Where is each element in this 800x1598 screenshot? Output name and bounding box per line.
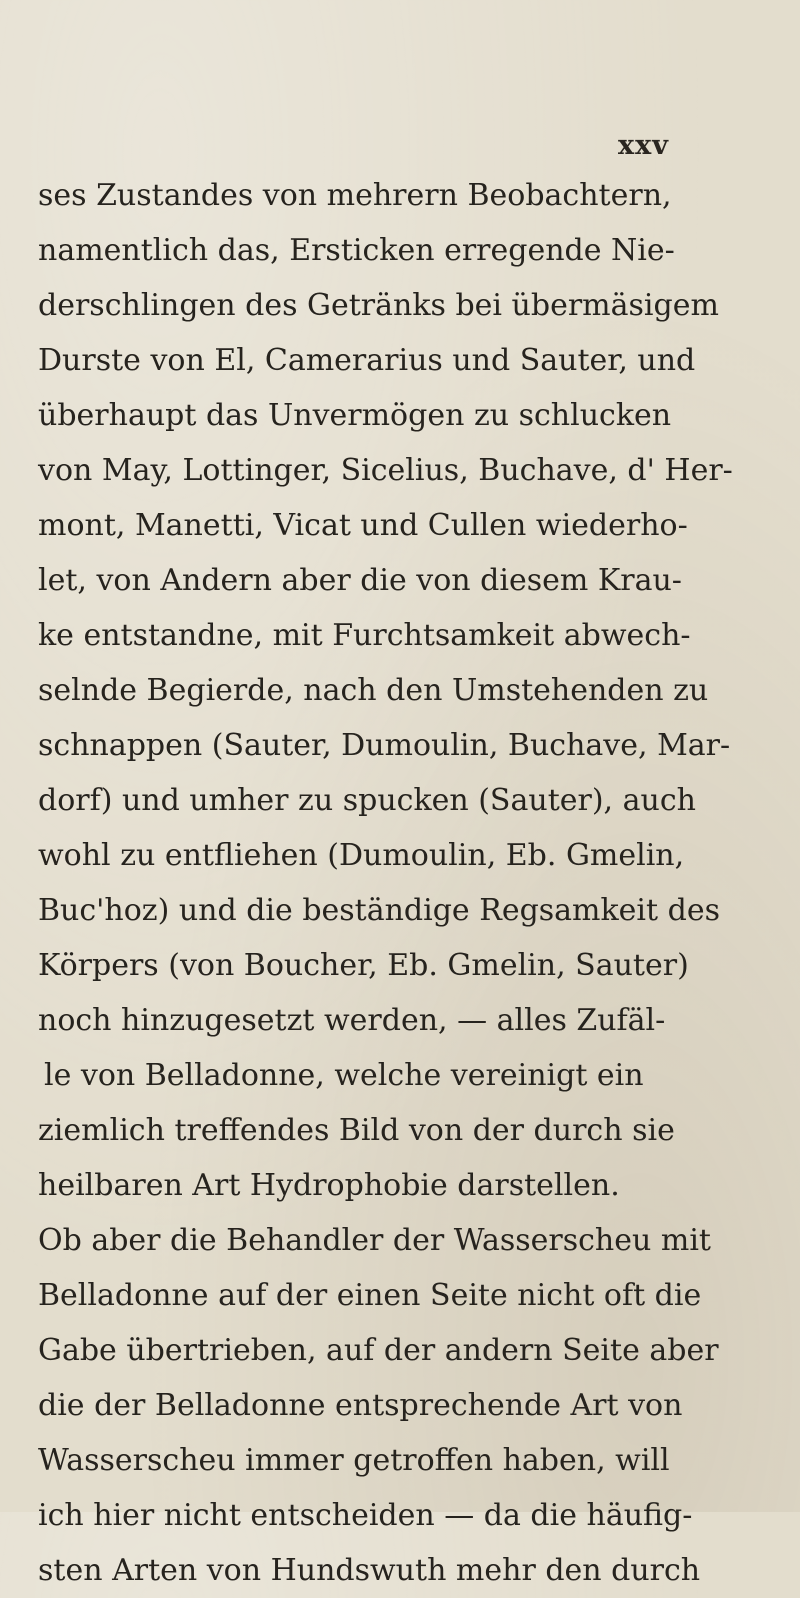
text-line-20: Ob aber die Behandler der Wasserscheu mit (38, 1223, 711, 1258)
text-line-10: selnde Begierde, nach den Umstehenden zu (38, 673, 709, 708)
text-line-22: Gabe übertrieben, auf der andern Seite aber (38, 1333, 719, 1368)
text-line-8: let, von Andern aber die von diesem Krau- (38, 563, 682, 598)
text-line-7: mont, Manetti, Vicat und Cullen wiederho- (38, 508, 688, 543)
text-line-2: namentlich das, Ersticken erregende Nie- (38, 233, 675, 268)
text-line-25: ich hier nicht entscheiden — da die häufig- (38, 1498, 693, 1533)
text-line-16: noch hinzugesetzt werden, — alles Zufäl- (38, 1003, 666, 1038)
text-line-13: wohl zu entfliehen (Dumoulin, Eb. Gmelin, (38, 838, 685, 873)
text-line-1: ses Zustandes von mehrern Beobachtern, (38, 178, 672, 213)
text-line-4: Durste von El, Camerarius und Sauter, und (38, 343, 696, 378)
text-line-11: schnappen (Sauter, Dumoulin, Buchave, Mar- (38, 728, 731, 763)
text-line-5: überhaupt das Unvermögen zu schlucken (38, 398, 672, 433)
text-line-26: sten Arten von Hundswuth mehr den durch (38, 1553, 701, 1588)
text-line-24: Wasserscheu immer getroffen haben, will (38, 1443, 670, 1478)
text-line-6: von May, Lottinger, Sicelius, Buchave, d' Her- (38, 453, 733, 488)
text-line-18: ziemlich treffendes Bild von der durch sie (38, 1113, 675, 1148)
text-line-14: Buc'hoz) und die beständige Regsamkeit des (38, 893, 720, 928)
text-line-12: dorf) und umher zu spucken (Sauter), auch (38, 783, 696, 818)
body-text (38, 168, 733, 1598)
text-line-17: le von Belladonne, welche vereinigt ein (44, 1058, 644, 1093)
text-line-3: derschlingen des Getränks bei übermäsigem (38, 288, 719, 323)
text-line-19: heilbaren Art Hydrophobie darstellen. (38, 1168, 620, 1203)
text-line-15: Körpers (von Boucher, Eb. Gmelin, Sauter) (38, 948, 689, 983)
text-line-9: ke entstandne, mit Furchtsamkeit abwech- (38, 618, 691, 653)
text-line-21: Belladonne auf der einen Seite nicht oft die (38, 1278, 702, 1313)
text-line-23: die der Belladonne entsprechende Art von (38, 1388, 683, 1423)
page-number: xxv (618, 130, 669, 161)
